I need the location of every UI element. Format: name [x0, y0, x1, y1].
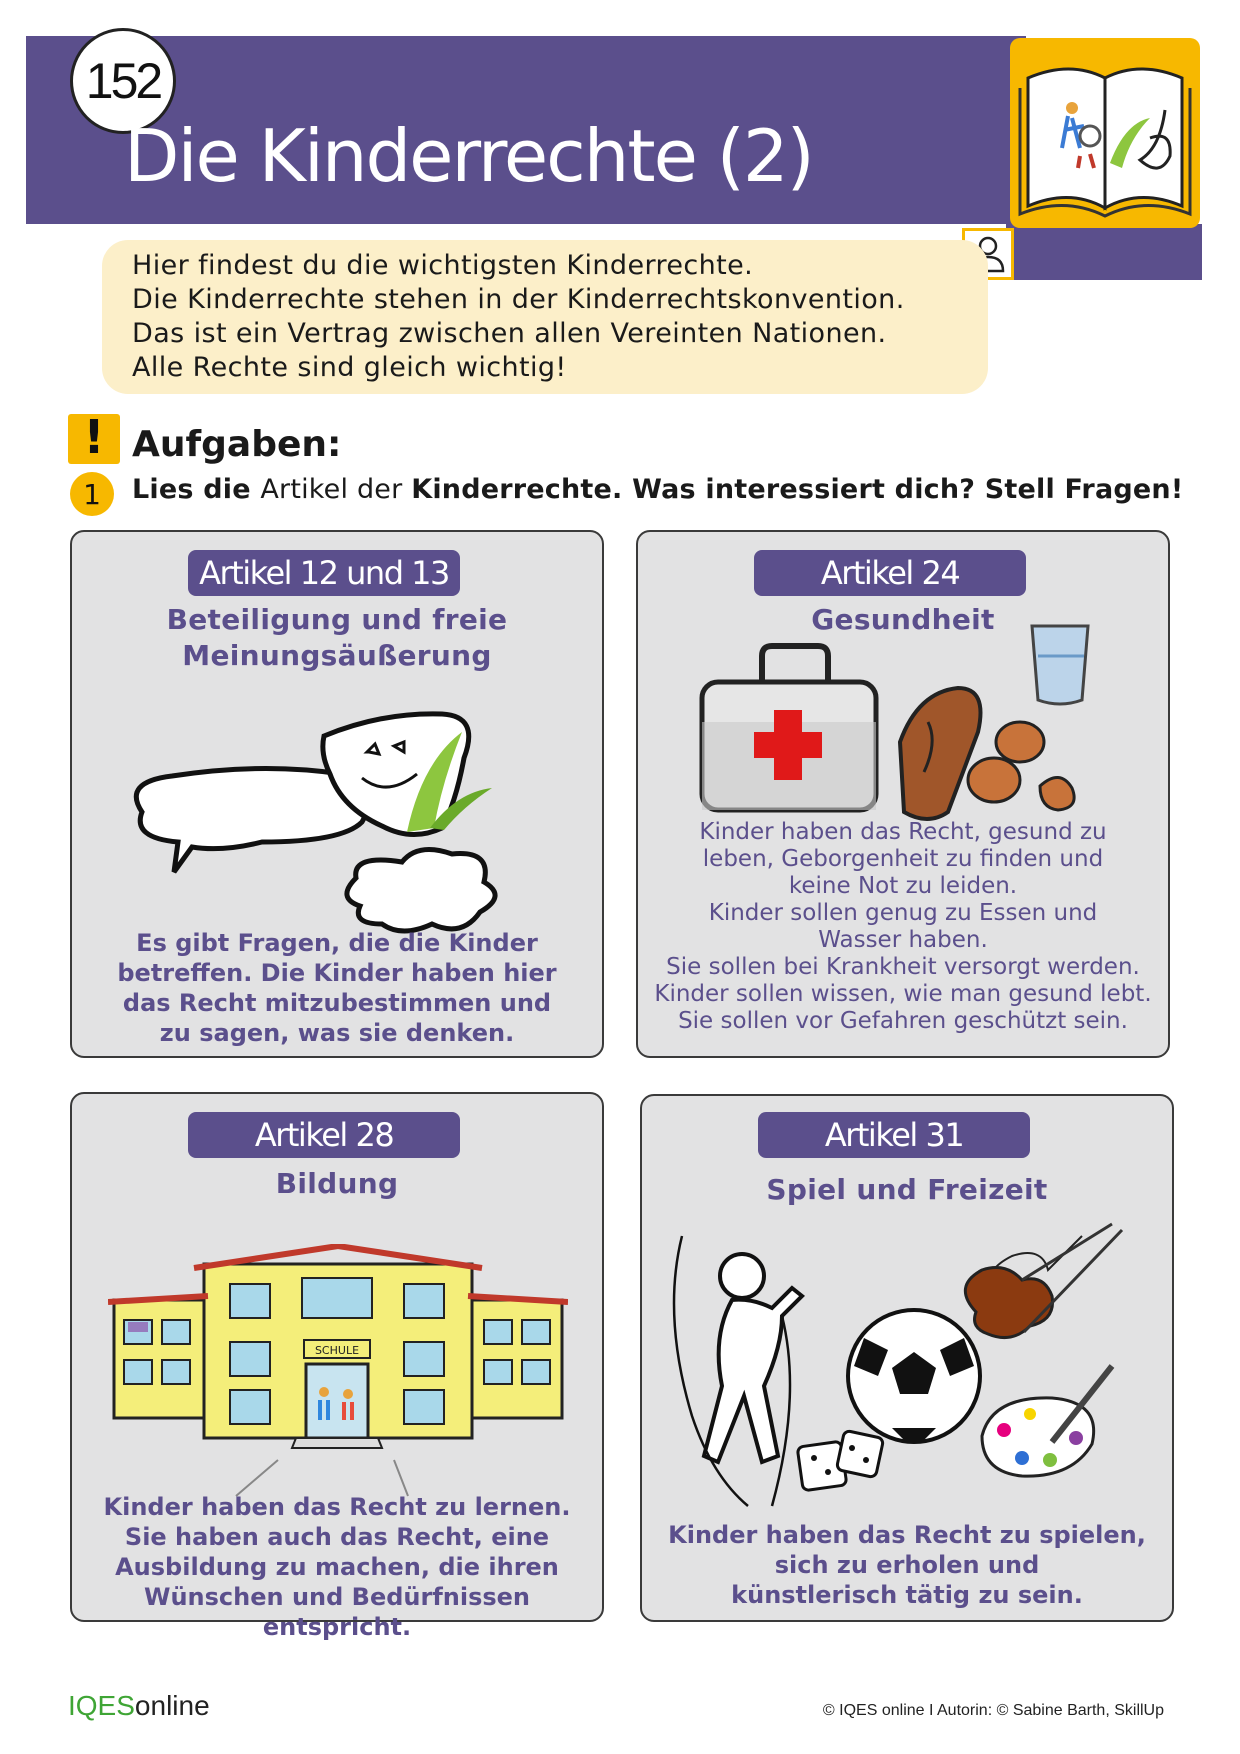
card-title-line-1: Spiel und Freizeit — [766, 1173, 1048, 1206]
iqes-logo — [68, 1690, 210, 1722]
card-title-line-1: Gesundheit — [811, 603, 995, 636]
page-title: Die Kinderrechte (2) — [124, 114, 813, 198]
task-number-badge: 1 — [70, 472, 114, 516]
card-title-line-2: Meinungsäußerung — [182, 639, 492, 672]
card-body-line-3: das Recht mitzubestimmen und — [122, 989, 552, 1017]
card-body-line-4: Wünschen und Bedürfnissen entspricht. — [143, 1583, 531, 1641]
school-sign: SCHULE — [314, 1344, 360, 1357]
task-text — [132, 474, 1183, 505]
page-number: 152 — [70, 28, 176, 134]
task-text-part1: Lies die — [132, 474, 261, 505]
card-body-line-2: sich zu erholen und — [774, 1551, 1040, 1579]
card-body-line-1: Es gibt Fragen, die die Kinder — [136, 929, 538, 957]
book-icon — [1010, 38, 1200, 228]
logo-iqes: IQES — [68, 1690, 135, 1721]
intro-line-4: Alle Rechte sind gleich wichtig! — [132, 352, 567, 383]
card-body-line-2: leben, Geborgenheit zu finden und — [702, 846, 1104, 872]
copyright-notice: © IQES online I Autorin: © Sabine Barth, SkillUp — [822, 1702, 1164, 1719]
card-body-line-7: Kinder sollen wissen, wie man gesund lebt. — [654, 981, 1152, 1007]
card-body-line-3: keine Not zu leiden. — [788, 873, 1018, 899]
card-body-line-1: Kinder haben das Recht zu lernen. — [103, 1493, 571, 1521]
logo-online: online — [134, 1690, 210, 1721]
first-aid-food-icon — [688, 612, 1118, 842]
card-title-line-1: Beteiligung und freie — [166, 603, 508, 636]
tasks-heading: Aufgaben: — [132, 424, 342, 465]
article-label: Artikel 24 — [754, 550, 1026, 596]
card-body-line-1: Kinder haben das Recht, gesund zu — [699, 819, 1107, 845]
play-leisure-icon — [652, 1216, 1162, 1516]
card-article-31 — [640, 1094, 1174, 1622]
card-body-line-4: zu sagen, was sie denken. — [159, 1019, 515, 1047]
intro-line-3: Das ist ein Vertrag zwischen allen Vereinten Nationen. — [132, 318, 887, 349]
article-label: Artikel 31 — [758, 1112, 1030, 1158]
task-text-part3: Kinderrechte. Was interessiert dich? Stell Fragen! — [411, 474, 1184, 505]
card-body-line-2: betreffen. Die Kinder haben hier — [117, 959, 557, 987]
card-body-line-3: künstlerisch tätig zu sein. — [731, 1581, 1083, 1609]
card-body-line-1: Kinder haben das Recht zu spielen, — [668, 1521, 1146, 1549]
card-article-28 — [70, 1092, 604, 1641]
card-body-line-4: Kinder sollen genug zu Essen und — [708, 900, 1098, 926]
school-building-icon — [108, 1244, 568, 1504]
intro-line-2: Die Kinderrechte stehen in der Kinderrechtskonvention. — [132, 284, 905, 315]
card-body-line-2: Sie haben auch das Recht, eine — [124, 1523, 550, 1551]
card-body-line-3: Ausbildung zu machen, die ihren — [115, 1553, 559, 1581]
card-body-line-8: Sie sollen vor Gefahren geschützt sein. — [678, 1008, 1128, 1034]
intro-line-1: Hier findest du die wichtigsten Kinderrechte. — [132, 250, 754, 281]
article-label: Artikel 28 — [188, 1112, 460, 1158]
exclamation-icon: ! — [68, 414, 120, 464]
card-article-24 — [636, 530, 1170, 1058]
header-strip — [1006, 224, 1202, 280]
card-article-12-13 — [70, 530, 604, 1058]
book-illustration — [1010, 38, 1200, 228]
card-body-line-6: Sie sollen bei Krankheit versorgt werden. — [666, 954, 1140, 980]
article-label: Artikel 12 und 13 — [188, 550, 460, 596]
card-title-line-1: Bildung — [275, 1167, 399, 1200]
card-body-line-5: Wasser haben. — [818, 927, 988, 953]
task-text-part2: Artikel der — [260, 474, 412, 505]
